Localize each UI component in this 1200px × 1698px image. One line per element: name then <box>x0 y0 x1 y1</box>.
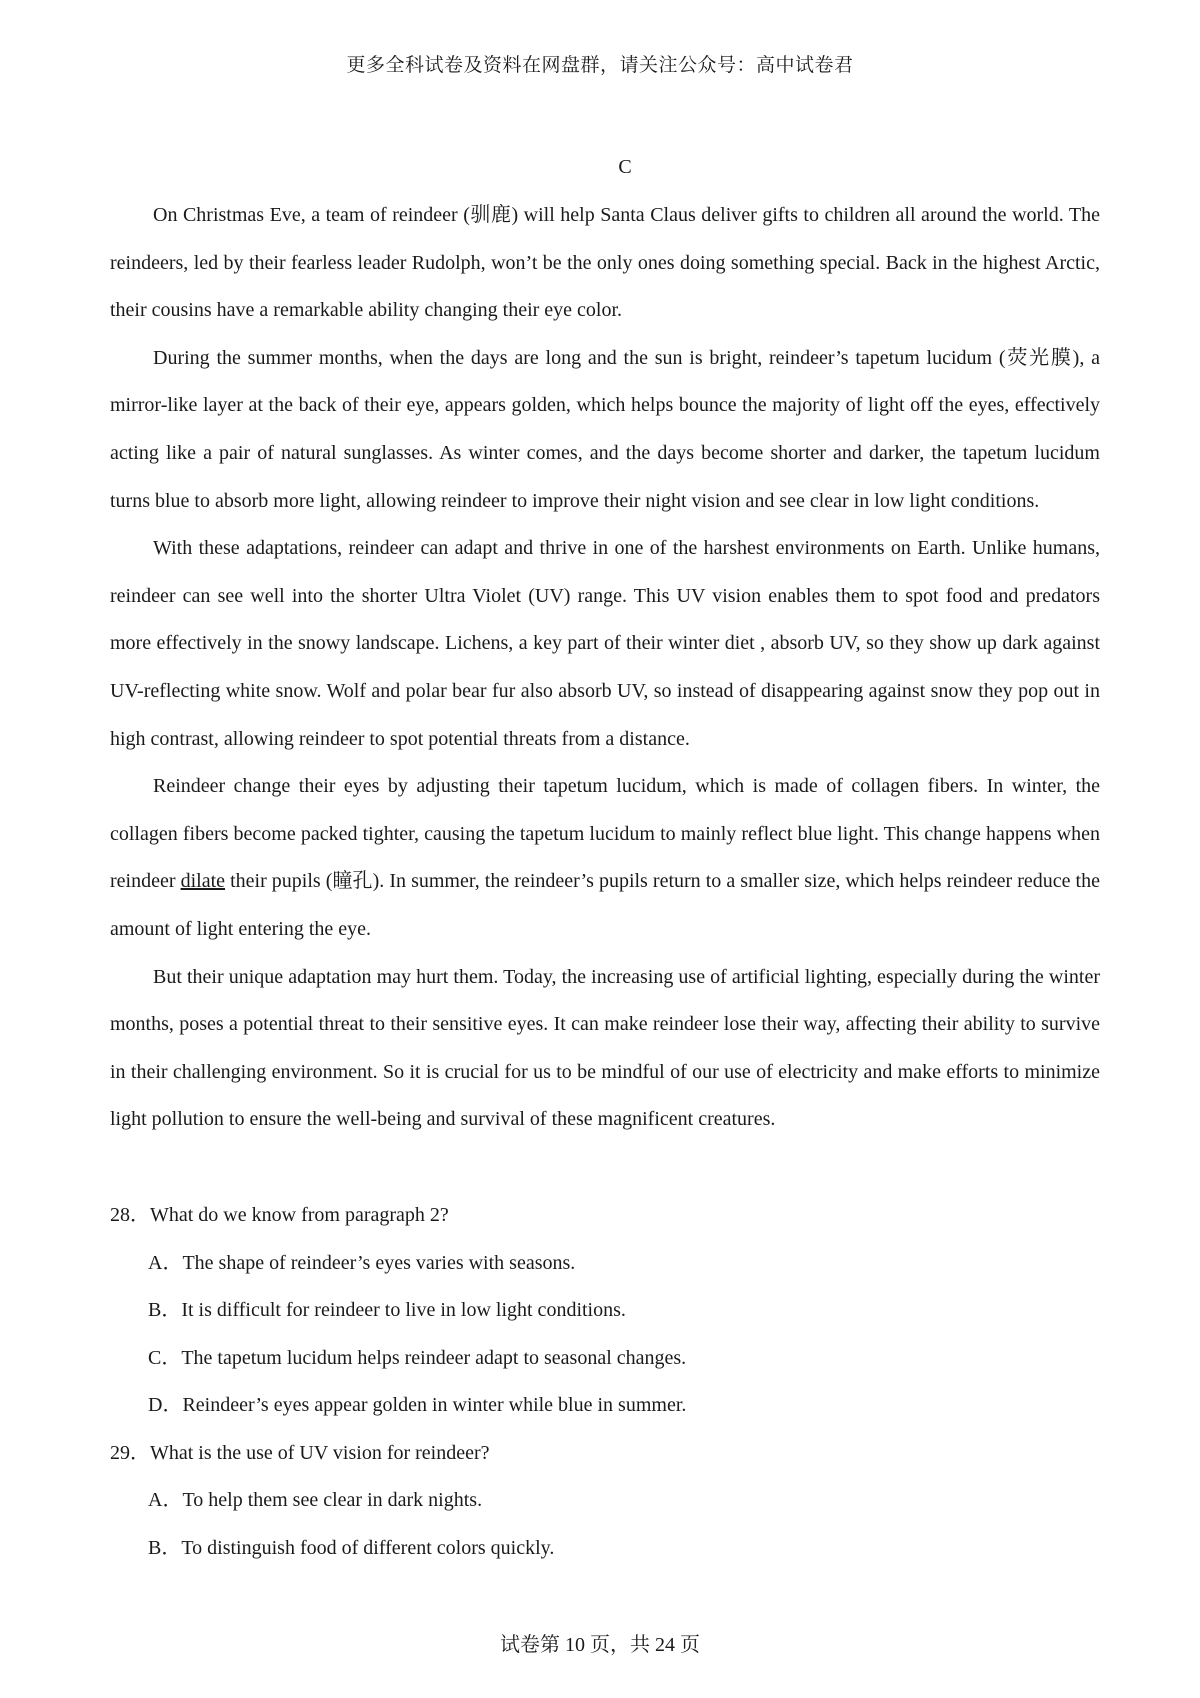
option-a: A．To help them see clear in dark nights. <box>148 1489 483 1511</box>
underlined-word: dilate <box>180 870 226 893</box>
paragraph-4 <box>110 763 1100 953</box>
reading-passage <box>110 192 1100 1144</box>
question-29 <box>110 1430 1100 1573</box>
paragraph-1: On Christmas Eve, a team of reindeer (驯鹿) will help Santa Claus deliver gifts to children all around the world. The reindeers, led by their fearless leader Rudolph, won’t be the only ones doing something special. Back in the highest Arctic, their cousins have a remarkable ability changing their eye color. <box>110 204 1100 322</box>
question-stem: 28．What do we know from paragraph 2? <box>110 1204 449 1226</box>
option-d: D．Reindeer’s eyes appear golden in winter while blue in summer. <box>148 1394 687 1416</box>
paragraph-2: During the summer months, when the days are long and the sun is bright, reindeer’s tapetum lucidum (荧光膜), a mirror-like layer at the back of their eye, appears golden, which helps bounce the majority of light off the eyes, effectively acting like a pair of natural sunglasses. As winter comes, and the days become shorter and darker, the tapetum lucidum turns blue to absorb more light, allowing reindeer to improve their night vision and see clear in low light conditions. <box>110 346 1100 512</box>
option-a: A．The shape of reindeer’s eyes varies with seasons. <box>148 1251 576 1274</box>
question-stem: 29．What is the use of UV vision for reindeer? <box>110 1441 490 1464</box>
question-list <box>110 1192 1100 1572</box>
page-footer: 试卷第 10 页，共 24 页 <box>500 1634 700 1656</box>
option-b: B．To distinguish food of different colors quickly. <box>148 1536 555 1559</box>
question-28 <box>110 1192 1100 1430</box>
page-header: 更多全科试卷及资料在网盘群，请关注公众号：高中试卷君 <box>346 55 854 76</box>
paragraph-5: But their unique adaptation may hurt them. Today, the increasing use of artificial lighting, especially during the winter months, poses a potential threat to their sensitive eyes. It can make reindeer lose their way, affecting their ability to survive in their challenging environment. So it is crucial for us to be mindful of our use of electricity and make efforts to minimize light pollution to ensure the well-being and survival of these magnificent creatures. <box>110 965 1100 1131</box>
option-b: B．It is difficult for reindeer to live in low light conditions. <box>148 1299 626 1321</box>
paragraph-3: With these adaptations, reindeer can adapt and thrive in one of the harshest environments on Earth. Unlike humans, reindeer can see well into the shorter Ultra Violet (UV) range. This UV vision enables them to spot food and predators more effectively in the snowy landscape. Lichens, a key part of their winter diet , absorb UV, so they show up dark against UV-reflecting white snow. Wolf and polar bear fur also absorb UV, so instead of disappearing against snow they pop out in high contrast, allowing reindeer to spot potential threats from a distance. <box>110 537 1100 750</box>
paragraph-4-text-start: Reindeer change their eyes by adjusting their tapetum lucidum, which is made of collagen fibers. In winter, the collagen fibers become packed tighter, causing the tapetum lucidum to mainly reflect blue light. This change happens when reindeer <box>110 775 1100 893</box>
section-letter: C <box>618 156 632 178</box>
option-c: C．The tapetum lucidum helps reindeer adapt to seasonal changes. <box>148 1346 687 1369</box>
paragraph-4-text-end: their pupils (瞳孔). In summer, the reindeer’s pupils return to a smaller size, which helps reindeer reduce the amount of light entering the eye. <box>110 870 1100 940</box>
